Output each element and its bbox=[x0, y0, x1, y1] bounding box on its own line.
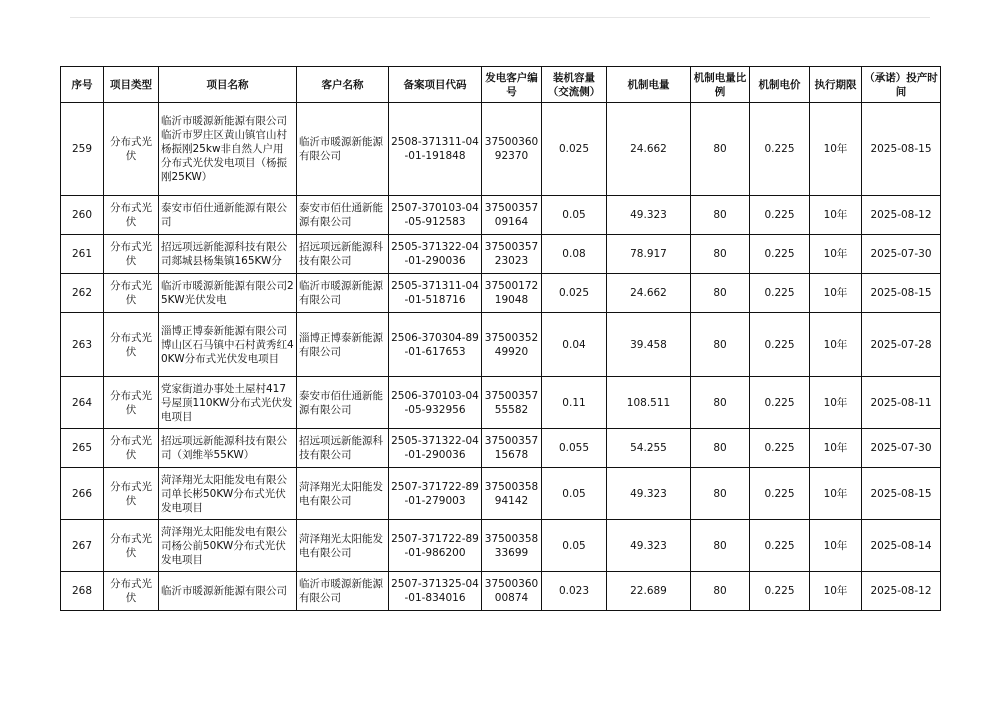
mechanism-price-cell: 0.225 bbox=[750, 520, 810, 572]
project-name-cell: 临沂市暖源新能源有限公司 bbox=[159, 572, 297, 611]
execution-term-cell: 10年 bbox=[810, 313, 862, 377]
mechanism-price-cell: 0.225 bbox=[750, 274, 810, 313]
customer-name-cell: 淄博正博泰新能源有限公司 bbox=[297, 313, 389, 377]
filing-code-cell: 2507-371325-04-01-834016 bbox=[389, 572, 482, 611]
customer-number-cell: 3750017219048 bbox=[482, 274, 542, 313]
header-cell: （承诺）投产时间 bbox=[862, 67, 941, 103]
execution-term-cell: 10年 bbox=[810, 274, 862, 313]
header-cell: 客户名称 bbox=[297, 67, 389, 103]
row-number-cell: 262 bbox=[61, 274, 104, 313]
table-body bbox=[61, 103, 941, 611]
table-row bbox=[61, 377, 941, 429]
execution-term-cell: 10年 bbox=[810, 103, 862, 196]
mechanism-energy-cell: 49.323 bbox=[607, 468, 691, 520]
execution-term-cell: 10年 bbox=[810, 429, 862, 468]
installed-capacity-cell: 0.05 bbox=[542, 468, 607, 520]
mechanism-energy-cell: 39.458 bbox=[607, 313, 691, 377]
customer-name-cell: 招远项远新能源科技有限公司 bbox=[297, 235, 389, 274]
mechanism-energy-cell: 49.323 bbox=[607, 520, 691, 572]
customer-number-cell: 3750035709164 bbox=[482, 196, 542, 235]
project-type-cell: 分布式光伏 bbox=[104, 572, 159, 611]
mechanism-price-cell: 0.225 bbox=[750, 572, 810, 611]
filing-code-cell: 2507-370103-04-05-912583 bbox=[389, 196, 482, 235]
row-number-cell: 268 bbox=[61, 572, 104, 611]
table-row bbox=[61, 429, 941, 468]
customer-number-cell: 3750035723023 bbox=[482, 235, 542, 274]
header-cell: 机制电量 bbox=[607, 67, 691, 103]
mechanism-price-cell: 0.225 bbox=[750, 377, 810, 429]
mechanism-energy-cell: 108.511 bbox=[607, 377, 691, 429]
filing-code-cell: 2508-371311-04-01-191848 bbox=[389, 103, 482, 196]
customer-number-cell: 3750035894142 bbox=[482, 468, 542, 520]
mechanism-energy-cell: 54.255 bbox=[607, 429, 691, 468]
project-table bbox=[60, 66, 941, 611]
project-name-cell: 菏泽翔光太阳能发电有限公司杨公前50KW分布式光伏发电项目 bbox=[159, 520, 297, 572]
mechanism-energy-cell: 24.662 bbox=[607, 274, 691, 313]
table-row bbox=[61, 520, 941, 572]
project-name-cell: 泰安市佰仕通新能源有限公司 bbox=[159, 196, 297, 235]
customer-name-cell: 招远项远新能源科技有限公司 bbox=[297, 429, 389, 468]
installed-capacity-cell: 0.08 bbox=[542, 235, 607, 274]
table-row bbox=[61, 274, 941, 313]
mechanism-energy-cell: 22.689 bbox=[607, 572, 691, 611]
mechanism-ratio-cell: 80 bbox=[691, 468, 750, 520]
installed-capacity-cell: 0.04 bbox=[542, 313, 607, 377]
table-row bbox=[61, 572, 941, 611]
commissioning-date-cell: 2025-08-15 bbox=[862, 103, 941, 196]
project-type-cell: 分布式光伏 bbox=[104, 235, 159, 274]
mechanism-ratio-cell: 80 bbox=[691, 572, 750, 611]
row-number-cell: 263 bbox=[61, 313, 104, 377]
row-number-cell: 267 bbox=[61, 520, 104, 572]
mechanism-ratio-cell: 80 bbox=[691, 274, 750, 313]
installed-capacity-cell: 0.025 bbox=[542, 274, 607, 313]
project-name-cell: 党家街道办事处土屋村417号屋顶110KW分布式光伏发电项目 bbox=[159, 377, 297, 429]
commissioning-date-cell: 2025-07-28 bbox=[862, 313, 941, 377]
header-cell: 机制电量比例 bbox=[691, 67, 750, 103]
commissioning-date-cell: 2025-08-12 bbox=[862, 572, 941, 611]
project-type-cell: 分布式光伏 bbox=[104, 196, 159, 235]
mechanism-energy-cell: 24.662 bbox=[607, 103, 691, 196]
header-cell: 项目名称 bbox=[159, 67, 297, 103]
project-name-cell: 招远项远新能源科技有限公司郯城县杨集镇165KW分 bbox=[159, 235, 297, 274]
project-name-cell: 招远项远新能源科技有限公司（刘维举55KW） bbox=[159, 429, 297, 468]
mechanism-price-cell: 0.225 bbox=[750, 235, 810, 274]
header-cell: 执行期限 bbox=[810, 67, 862, 103]
filing-code-cell: 2505-371322-04-01-290036 bbox=[389, 429, 482, 468]
project-type-cell: 分布式光伏 bbox=[104, 468, 159, 520]
mechanism-energy-cell: 78.917 bbox=[607, 235, 691, 274]
table-row bbox=[61, 103, 941, 196]
commissioning-date-cell: 2025-08-15 bbox=[862, 274, 941, 313]
customer-number-cell: 3750036092370 bbox=[482, 103, 542, 196]
customer-name-cell: 临沂市暖源新能源有限公司 bbox=[297, 103, 389, 196]
mechanism-ratio-cell: 80 bbox=[691, 429, 750, 468]
header-cell: 序号 bbox=[61, 67, 104, 103]
commissioning-date-cell: 2025-08-11 bbox=[862, 377, 941, 429]
execution-term-cell: 10年 bbox=[810, 235, 862, 274]
mechanism-energy-cell: 49.323 bbox=[607, 196, 691, 235]
filing-code-cell: 2505-371311-04-01-518716 bbox=[389, 274, 482, 313]
header-cell: 机制电价 bbox=[750, 67, 810, 103]
mechanism-ratio-cell: 80 bbox=[691, 520, 750, 572]
header-cell: 项目类型 bbox=[104, 67, 159, 103]
mechanism-ratio-cell: 80 bbox=[691, 103, 750, 196]
installed-capacity-cell: 0.05 bbox=[542, 196, 607, 235]
row-number-cell: 259 bbox=[61, 103, 104, 196]
execution-term-cell: 10年 bbox=[810, 377, 862, 429]
project-type-cell: 分布式光伏 bbox=[104, 103, 159, 196]
row-number-cell: 260 bbox=[61, 196, 104, 235]
customer-name-cell: 菏泽翔光太阳能发电有限公司 bbox=[297, 520, 389, 572]
installed-capacity-cell: 0.05 bbox=[542, 520, 607, 572]
project-type-cell: 分布式光伏 bbox=[104, 520, 159, 572]
project-type-cell: 分布式光伏 bbox=[104, 313, 159, 377]
table-row bbox=[61, 313, 941, 377]
header-cell: 备案项目代码 bbox=[389, 67, 482, 103]
project-name-cell: 临沂市暖源新能源有限公司临沂市罗庄区黄山镇官山村杨振刚25kw非自然人户用分布式光伏发电项目（杨振刚25KW） bbox=[159, 103, 297, 196]
header-row bbox=[61, 67, 941, 103]
installed-capacity-cell: 0.11 bbox=[542, 377, 607, 429]
mechanism-ratio-cell: 80 bbox=[691, 196, 750, 235]
customer-number-cell: 3750035715678 bbox=[482, 429, 542, 468]
filing-code-cell: 2506-370304-89-01-617653 bbox=[389, 313, 482, 377]
row-number-cell: 266 bbox=[61, 468, 104, 520]
execution-term-cell: 10年 bbox=[810, 572, 862, 611]
execution-term-cell: 10年 bbox=[810, 196, 862, 235]
customer-number-cell: 3750035833699 bbox=[482, 520, 542, 572]
customer-number-cell: 3750035755582 bbox=[482, 377, 542, 429]
mechanism-ratio-cell: 80 bbox=[691, 235, 750, 274]
execution-term-cell: 10年 bbox=[810, 468, 862, 520]
mechanism-price-cell: 0.225 bbox=[750, 196, 810, 235]
installed-capacity-cell: 0.023 bbox=[542, 572, 607, 611]
customer-name-cell: 临沂市暖源新能源有限公司 bbox=[297, 572, 389, 611]
mechanism-ratio-cell: 80 bbox=[691, 377, 750, 429]
mechanism-price-cell: 0.225 bbox=[750, 468, 810, 520]
row-number-cell: 261 bbox=[61, 235, 104, 274]
mechanism-price-cell: 0.225 bbox=[750, 103, 810, 196]
commissioning-date-cell: 2025-08-12 bbox=[862, 196, 941, 235]
mechanism-ratio-cell: 80 bbox=[691, 313, 750, 377]
customer-name-cell: 泰安市佰仕通新能源有限公司 bbox=[297, 377, 389, 429]
table-row bbox=[61, 196, 941, 235]
filing-code-cell: 2506-370103-04-05-932956 bbox=[389, 377, 482, 429]
commissioning-date-cell: 2025-07-30 bbox=[862, 429, 941, 468]
customer-name-cell: 菏泽翔光太阳能发电有限公司 bbox=[297, 468, 389, 520]
project-name-cell: 淄博正博泰新能源有限公司博山区石马镇中石村黄秀红40KW分布式光伏发电项目 bbox=[159, 313, 297, 377]
commissioning-date-cell: 2025-08-15 bbox=[862, 468, 941, 520]
project-name-cell: 临沂市暖源新能源有限公司25KW光伏发电 bbox=[159, 274, 297, 313]
installed-capacity-cell: 0.055 bbox=[542, 429, 607, 468]
project-type-cell: 分布式光伏 bbox=[104, 274, 159, 313]
filing-code-cell: 2507-371722-89-01-986200 bbox=[389, 520, 482, 572]
project-type-cell: 分布式光伏 bbox=[104, 429, 159, 468]
commissioning-date-cell: 2025-07-30 bbox=[862, 235, 941, 274]
customer-number-cell: 3750035249920 bbox=[482, 313, 542, 377]
mechanism-price-cell: 0.225 bbox=[750, 313, 810, 377]
table-row bbox=[61, 468, 941, 520]
customer-name-cell: 临沂市暖源新能源有限公司 bbox=[297, 274, 389, 313]
installed-capacity-cell: 0.025 bbox=[542, 103, 607, 196]
filing-code-cell: 2507-371722-89-01-279003 bbox=[389, 468, 482, 520]
header-cell: 发电客户编号 bbox=[482, 67, 542, 103]
mechanism-price-cell: 0.225 bbox=[750, 429, 810, 468]
customer-number-cell: 3750036000874 bbox=[482, 572, 542, 611]
row-number-cell: 265 bbox=[61, 429, 104, 468]
row-number-cell: 264 bbox=[61, 377, 104, 429]
filing-code-cell: 2505-371322-04-01-290036 bbox=[389, 235, 482, 274]
project-type-cell: 分布式光伏 bbox=[104, 377, 159, 429]
table-row bbox=[61, 235, 941, 274]
execution-term-cell: 10年 bbox=[810, 520, 862, 572]
header-rule bbox=[70, 17, 930, 18]
customer-name-cell: 泰安市佰仕通新能源有限公司 bbox=[297, 196, 389, 235]
project-name-cell: 菏泽翔光太阳能发电有限公司单长彬50KW分布式光伏发电项目 bbox=[159, 468, 297, 520]
commissioning-date-cell: 2025-08-14 bbox=[862, 520, 941, 572]
header-cell: 装机容量（交流侧） bbox=[542, 67, 607, 103]
